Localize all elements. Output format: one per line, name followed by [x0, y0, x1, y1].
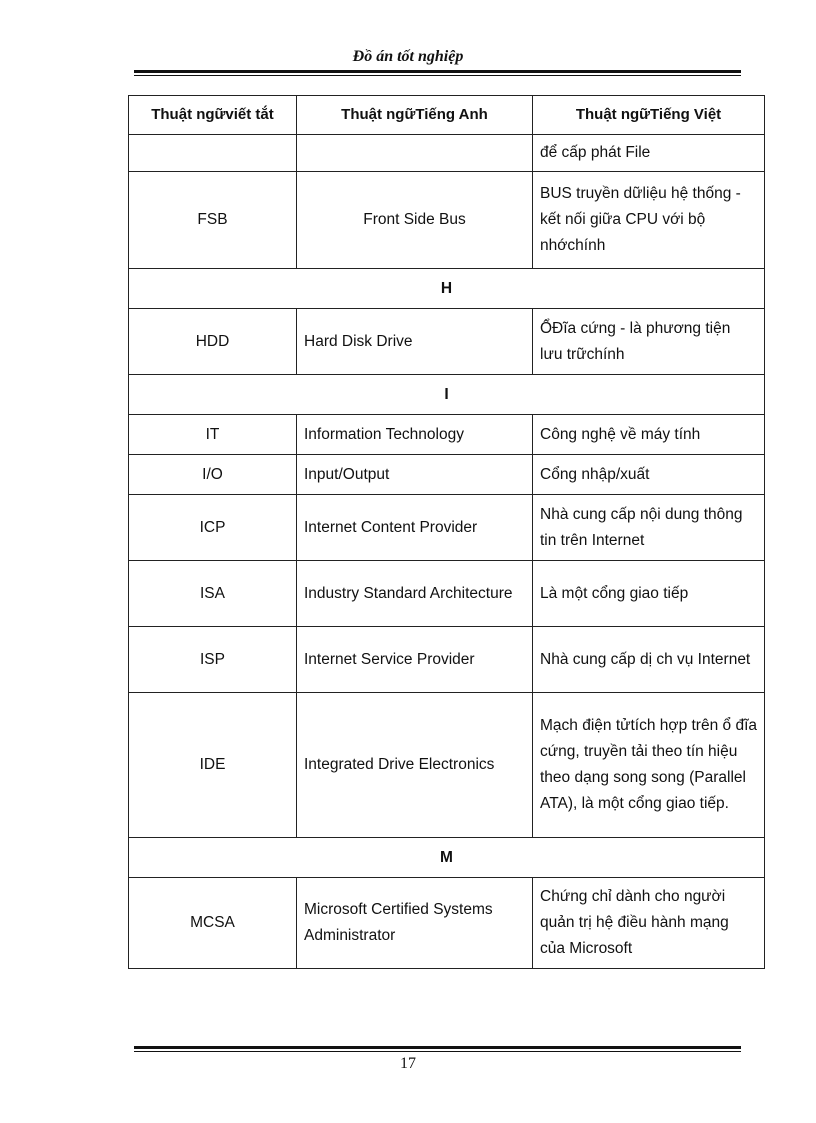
cell-abbreviation: IDE — [129, 693, 297, 838]
cell-abbreviation: I/O — [129, 455, 297, 495]
table-row — [129, 135, 765, 172]
cell-english: Internet Service Provider — [297, 627, 533, 693]
section-label: I — [129, 375, 765, 415]
cell-english — [297, 135, 533, 172]
column-header-abbreviation: Thuật ngữviết tắt — [129, 96, 297, 135]
table-row — [129, 878, 765, 969]
section-label: M — [129, 838, 765, 878]
cell-abbreviation: ISA — [129, 561, 297, 627]
cell-vietnamese: Là một cổng giao tiếp — [533, 561, 765, 627]
glossary-table — [128, 95, 765, 969]
cell-english: Front Side Bus — [297, 172, 533, 269]
table-row — [129, 455, 765, 495]
cell-english: Information Technology — [297, 415, 533, 455]
cell-vietnamese: Cổng nhập/xuất — [533, 455, 765, 495]
cell-english: Microsoft Certified Systems Administrator — [297, 878, 533, 969]
cell-english: Integrated Drive Electronics — [297, 693, 533, 838]
cell-abbreviation: ICP — [129, 495, 297, 561]
section-row — [129, 838, 765, 878]
table-header-row — [129, 96, 765, 135]
header-rule — [134, 70, 741, 76]
cell-vietnamese: Nhà cung cấp dị ch vụ Internet — [533, 627, 765, 693]
cell-vietnamese: Mạch điện tửtích hợp trên ổ đĩa cứng, truyền tải theo tín hiệu theo dạng song song (Parallel ATA), là một cổng giao tiếp. — [533, 693, 765, 838]
column-header-english: Thuật ngữTiếng Anh — [297, 96, 533, 135]
table-row — [129, 561, 765, 627]
section-row — [129, 269, 765, 309]
cell-abbreviation: ISP — [129, 627, 297, 693]
column-header-vietnamese: Thuật ngữTiếng Việt — [533, 96, 765, 135]
section-row — [129, 375, 765, 415]
cell-vietnamese: Chứng chỉ dành cho người quản trị hệ điều hành mạng của Microsoft — [533, 878, 765, 969]
table-row — [129, 415, 765, 455]
cell-abbreviation: IT — [129, 415, 297, 455]
cell-english: Input/Output — [297, 455, 533, 495]
cell-english: Internet Content Provider — [297, 495, 533, 561]
cell-vietnamese: Nhà cung cấp nội dung thông tin trên Internet — [533, 495, 765, 561]
section-label: H — [129, 269, 765, 309]
cell-english: Industry Standard Architecture — [297, 561, 533, 627]
table-row — [129, 627, 765, 693]
cell-vietnamese: ỔĐĩa cứng - là phương tiện lưu trữchính — [533, 309, 765, 375]
footer-rule — [134, 1046, 741, 1052]
table-row — [129, 172, 765, 269]
cell-abbreviation: FSB — [129, 172, 297, 269]
cell-abbreviation: MCSA — [129, 878, 297, 969]
cell-vietnamese: BUS truyền dữliệu hệ thống - kết nối giữa CPU với bộ nhớchính — [533, 172, 765, 269]
table-row — [129, 693, 765, 838]
page-header-title: Đồ án tốt nghiệp — [352, 48, 464, 65]
cell-english: Hard Disk Drive — [297, 309, 533, 375]
table-row — [129, 495, 765, 561]
page-number: 17 — [400, 1055, 416, 1072]
cell-vietnamese: Công nghệ về máy tính — [533, 415, 765, 455]
cell-abbreviation — [129, 135, 297, 172]
cell-vietnamese: để cấp phát File — [533, 135, 765, 172]
table-row — [129, 309, 765, 375]
cell-abbreviation: HDD — [129, 309, 297, 375]
